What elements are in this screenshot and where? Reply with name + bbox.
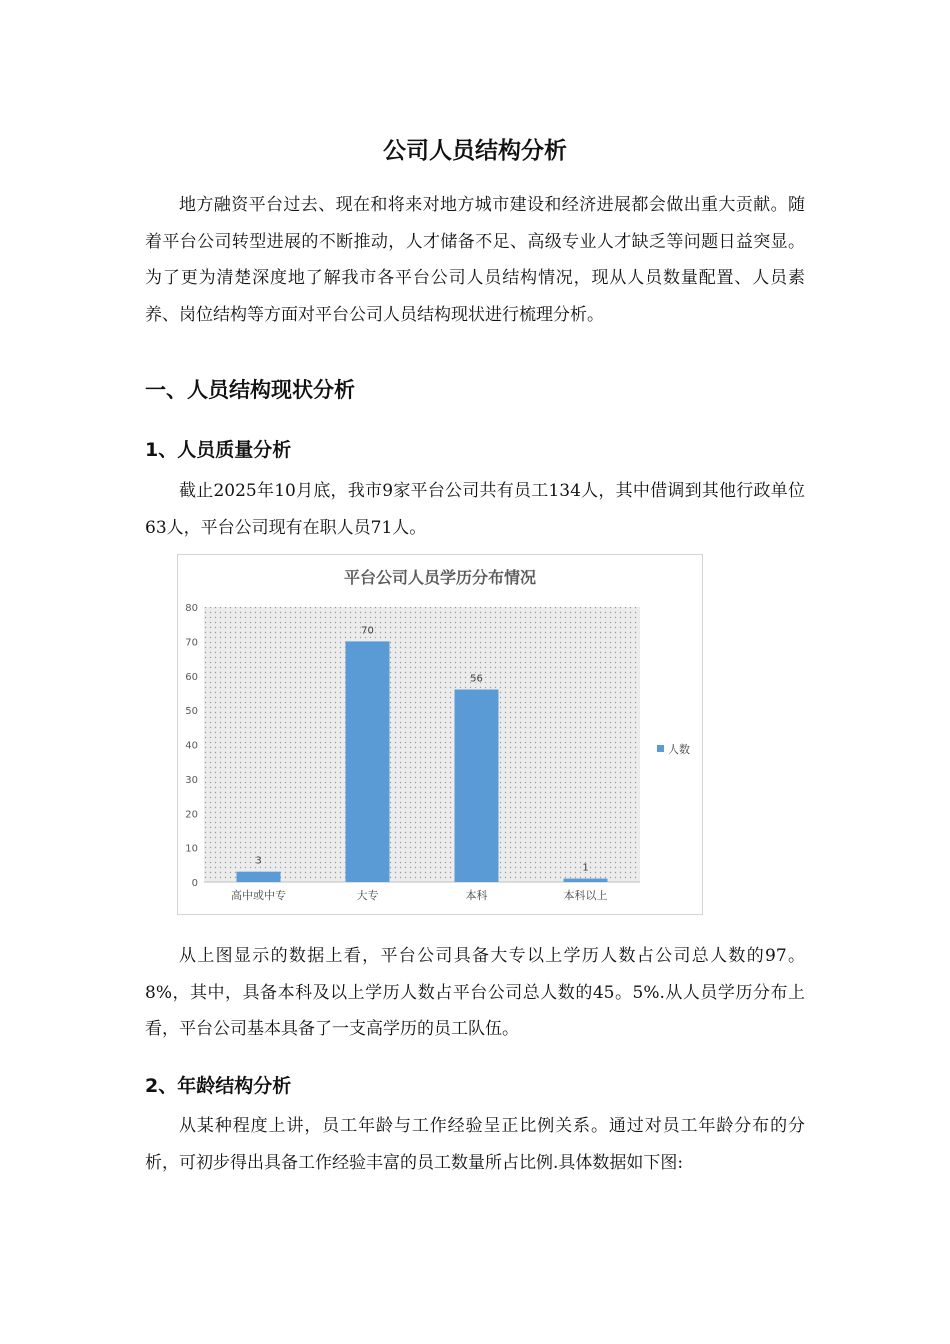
y-tick-label: 10 (185, 843, 198, 855)
chart-title: 平台公司人员学历分布情况 (343, 568, 537, 587)
data-label: 3 (255, 855, 262, 867)
y-tick-label: 50 (185, 706, 198, 718)
legend-label: 人数 (668, 743, 690, 756)
subsection-heading-1: 1、人员质量分析 (145, 439, 292, 461)
education-chart-svg (178, 555, 702, 914)
y-tick-label: 30 (185, 774, 198, 786)
subsection-heading-2: 2、年龄结构分析 (145, 1075, 292, 1097)
document-title: 公司人员结构分析 (383, 138, 567, 164)
bar (237, 872, 281, 882)
x-tick-label: 大专 (356, 889, 379, 902)
bar (455, 690, 499, 883)
y-tick-label: 20 (185, 809, 198, 821)
y-tick-label: 60 (185, 671, 198, 683)
data-label: 70 (361, 625, 374, 637)
paragraph-personnel-count: 截止2025年10月底，我市9家平台公司共有员工134人，其中借调到其他行政单位63人，平台公司现有在职人员71人。 (145, 481, 805, 538)
x-tick-label: 本科以上 (563, 889, 608, 902)
y-tick-label: 40 (185, 740, 198, 752)
paragraph-education-analysis: 从上图显示的数据上看，平台公司具备大专以上学历人数占公司总人数的97。8%，其中，具备本科及以上学历人数占平台公司总人数的45。5%.从人员学历分布上看，平台公司基本具备了一支高学历的员工队伍。 (145, 946, 805, 1040)
plot-area (204, 607, 640, 882)
x-tick-label: 高中或中专 (231, 889, 286, 902)
intro-paragraph: 地方融资平台过去、现在和将来对地方城市建设和经济进展都会做出重大贡献。随着平台公司转型进展的不断推动，人才储备不足、高级专业人才缺乏等问题日益突显。为了更为清楚深度地了解我市各平台公司人员结构情况，现从人员数量配置、人员素养、岗位结构等方面对平台公司人员结构现状进行梳理分析。 (145, 195, 805, 325)
y-tick-label: 70 (185, 637, 198, 649)
section-heading-1: 一、人员结构现状分析 (145, 378, 355, 402)
legend-swatch (657, 745, 664, 752)
paragraph-age-analysis: 从某种程度上讲，员工年龄与工作经验呈正比例关系。通过对员工年龄分布的分析，可初步得出具备工作经验丰富的员工数量所占比例.具体数据如下图: (145, 1116, 805, 1173)
y-tick-label: 0 (191, 878, 198, 889)
data-label: 1 (582, 862, 589, 874)
bar (346, 641, 390, 882)
education-chart (177, 554, 703, 915)
bar (564, 879, 608, 882)
data-label: 56 (470, 673, 483, 685)
x-tick-label: 本科 (465, 889, 488, 902)
y-tick-label: 80 (185, 603, 198, 614)
